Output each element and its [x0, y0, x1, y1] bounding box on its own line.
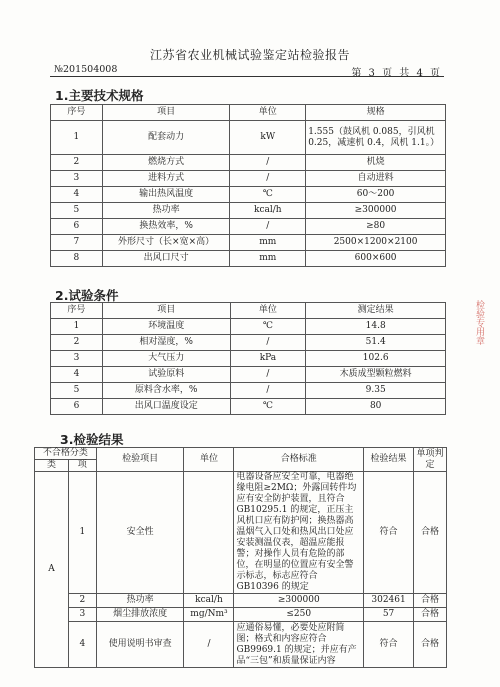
cell: 2: [51, 335, 103, 351]
cell: 4: [51, 367, 103, 383]
cell: 1: [51, 121, 103, 155]
col-header: 序号: [51, 303, 103, 319]
table-row: [51, 367, 446, 383]
table-row: [51, 121, 446, 155]
cell: /: [230, 383, 306, 399]
cell: ≥80: [306, 219, 446, 235]
cell: 应通俗易懂，必要处应附简图；格式和内容应符合 GB9969.1 的规定；并应有产品“三包”和质量保证内容: [234, 622, 364, 668]
cell: 9.35: [306, 383, 446, 399]
cell: 6: [51, 399, 103, 415]
cell: 换热效率，%: [102, 219, 230, 235]
section2-title: 2.试验条件: [55, 288, 119, 303]
cell: 燃烧方式: [102, 155, 230, 171]
cell: 输出热风温度: [102, 187, 230, 203]
table-row: [35, 594, 447, 608]
cell: ≥300000: [234, 594, 364, 608]
header-rule: [50, 76, 444, 77]
cell: 51.4: [306, 335, 446, 351]
cell: 80: [306, 399, 446, 415]
cell: 3: [68, 608, 96, 622]
report-title: 江苏省农业机械试验鉴定站检验报告: [149, 48, 350, 62]
cell: 5: [51, 203, 103, 219]
cell: 出风口尺寸: [102, 251, 230, 267]
cell: 原料含水率，%: [102, 383, 230, 399]
page-info: 第 3 页 共 4 页: [351, 68, 442, 79]
cell: 热功率: [96, 594, 184, 608]
col-header: 项目: [102, 303, 230, 319]
cell: kcal/h: [230, 203, 306, 219]
cell: kPa: [230, 351, 306, 367]
cell: /: [230, 367, 306, 383]
cell: 5: [51, 383, 103, 399]
cell: 符合: [364, 622, 414, 668]
col-header: 测定结果: [306, 303, 446, 319]
cell: 符合: [364, 472, 414, 594]
cell: mm: [230, 251, 306, 267]
table-row: [51, 155, 446, 171]
cell: 6: [51, 219, 103, 235]
cell: 合格: [414, 472, 447, 594]
cell: 1: [51, 319, 103, 335]
section3-title: 3.检验结果: [60, 432, 124, 447]
col-header: 规格: [306, 105, 446, 121]
cell: 3: [51, 171, 103, 187]
table-row: [51, 251, 446, 267]
cell: 7: [51, 235, 103, 251]
table-row: [51, 187, 446, 203]
cell: 57: [364, 608, 414, 622]
cell: 302461: [364, 594, 414, 608]
cell: mm: [230, 235, 306, 251]
cell: kW: [230, 121, 306, 155]
nonconform-header: 不合格分类: [35, 448, 97, 460]
item-header: 项: [68, 460, 96, 472]
cell: /: [184, 622, 234, 668]
cell: 4: [51, 187, 103, 203]
results-table: [34, 447, 447, 668]
cell: [184, 472, 234, 594]
cell: kcal/h: [184, 594, 234, 608]
cell: 102.6: [306, 351, 446, 367]
cell: ℃: [230, 399, 306, 415]
cell: 8: [51, 251, 103, 267]
inspection-stamp: 检验专用章: [474, 300, 484, 345]
cell: 配套动力: [102, 121, 230, 155]
table-row: [51, 335, 446, 351]
cell: 合格: [414, 608, 447, 622]
cell: 木质成型颗粒燃料: [306, 367, 446, 383]
cell: ≥300000: [306, 203, 446, 219]
col-header: 检验结果: [364, 448, 414, 472]
table-row: [51, 235, 446, 251]
spec-table: [50, 104, 446, 267]
cell: 合格: [414, 622, 447, 668]
col-header: 单位: [184, 448, 234, 472]
table-row: [51, 203, 446, 219]
cell: 合格: [414, 594, 447, 608]
cell: /: [230, 335, 306, 351]
cell: 安全性: [96, 472, 184, 594]
col-header: 单项判定: [414, 448, 447, 472]
cell: 2: [51, 155, 103, 171]
cell: /: [230, 219, 306, 235]
cell: ℃: [230, 187, 306, 203]
table-row: [51, 399, 446, 415]
cell: /: [230, 155, 306, 171]
cell: 2: [68, 594, 96, 608]
cell: 1.555（鼓风机 0.085，引风机 0.25，减速机 0.4，风机 1.1。）: [306, 121, 446, 155]
cell: 试验原料: [102, 367, 230, 383]
table-row: [35, 608, 447, 622]
cell: 外形尺寸（长×宽×高）: [102, 235, 230, 251]
cell: 4: [68, 622, 96, 668]
table-row: [51, 171, 446, 187]
col-header: 合格标准: [234, 448, 364, 472]
table-row: [51, 319, 446, 335]
cell: 1: [68, 472, 96, 594]
cell: 电器设备应安全可靠，电器绝缘电阻≥2MΩ；外露回转件均应有安全防护装置，且符合 GB10295.1 的规定，正压主风机口应有防护网；换热器高温烟气入口处和热风出口处应安装测温仪表，超温应能报警；对操作人员有危险的部位，在明显的位置应有安全警示标志，标志应符合 GB10396 的规定: [234, 472, 364, 594]
document-number: №201504008: [54, 64, 118, 75]
test-conditions-table: [50, 302, 446, 415]
cell: 机烧: [306, 155, 446, 171]
cell: 2500×1200×2100: [306, 235, 446, 251]
cell: 自动进料: [306, 171, 446, 187]
cell: 大气压力: [102, 351, 230, 367]
section1-title: 1.主要技术规格: [55, 88, 144, 103]
cell: 3: [51, 351, 103, 367]
cell: 600×600: [306, 251, 446, 267]
table-row: [35, 472, 447, 594]
cell: 14.8: [306, 319, 446, 335]
cell: 使用说明书审查: [96, 622, 184, 668]
cell: 进料方式: [102, 171, 230, 187]
table-row: [51, 383, 446, 399]
cell: 出风口温度设定: [102, 399, 230, 415]
col-header: 检验项目: [96, 448, 184, 472]
cell: 烟尘排放浓度: [96, 608, 184, 622]
cell: 60～200: [306, 187, 446, 203]
col-header: 项目: [102, 105, 230, 121]
cell: ≤250: [234, 608, 364, 622]
table-row: [51, 219, 446, 235]
cell: ℃: [230, 319, 306, 335]
cell: 热功率: [102, 203, 230, 219]
category-cell: A: [35, 472, 69, 668]
cell: /: [230, 171, 306, 187]
table-row: [51, 351, 446, 367]
cell: 环境温度: [102, 319, 230, 335]
class-header: 类: [35, 460, 69, 472]
cell: mg/Nm³: [184, 608, 234, 622]
col-header: 序号: [51, 105, 103, 121]
col-header: 单位: [230, 105, 306, 121]
col-header: 单位: [230, 303, 306, 319]
table-row: [35, 622, 447, 668]
cell: 相对湿度，%: [102, 335, 230, 351]
